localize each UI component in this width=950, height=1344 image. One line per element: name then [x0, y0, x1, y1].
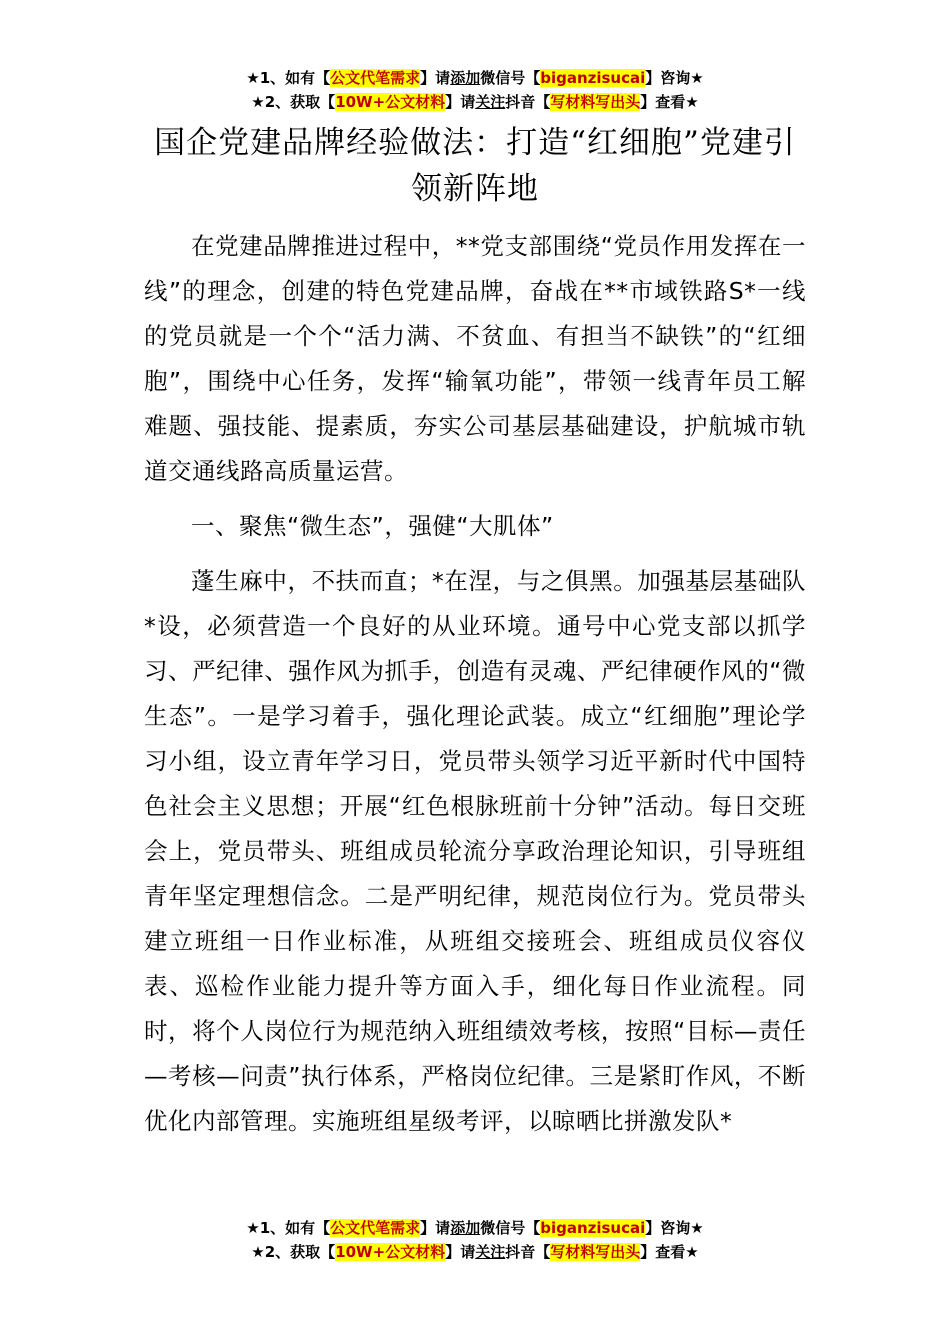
highlight-douyin: 写材料写出头 [550, 93, 641, 111]
highlight-materials: 10W+公文材料 [335, 1243, 446, 1261]
paragraph-section-1: 蓬生麻中，不扶而直；*在涅，与之俱黑。加强基层基础队*设，必须营造一个良好的从业环境。通号中心党支部以抓学习、严纪律、强作风为抓手，创造有灵魂、严纪律硬作风的“微生态”。一是学习着手，强化理论武装。成立“红细胞”理论学习小组，设立青年学习日，党员带头领学习近平新时代中国特色社会主义思想；开展“红色根脉班前十分钟”活动。每日交班会上，党员带头、班组成员轮流分享政治理论知识，引导班组青年坚定理想信念。二是严明纪律，规范岗位行为。党员带头建立班组一日作业标准，从班组交接班会、班组成员仪容仪表、巡检作业能力提升等方面入手，细化每日作业流程。同时，将个人岗位行为规范纳入班组绩效考核，按照“目标—责任—考核—问责”执行体系，严格岗位纪律。三是紧盯作风，不断优化内部管理。实施班组星级考评，以晾晒比拼激发队* [144, 567, 806, 1135]
document-title: 国企党建品牌经验做法：打造“红细胞”党建引领新阵地 [154, 125, 796, 207]
document-body [144, 224, 806, 1144]
highlight-materials: 10W+公文材料 [335, 93, 446, 111]
section-heading-1: 一、聚焦“微生态”，强健“大肌体” [191, 512, 554, 540]
banner-line-2: ★2、获取【10W+公文材料】请关注抖音【写材料写出头】查看★ [251, 93, 699, 111]
highlight-douyin: 写材料写出头 [550, 1243, 641, 1261]
top-banner [0, 66, 950, 114]
banner-line-1: ★1、如有【公文代笔需求】请添加微信号【biganzisucai】咨询★ [246, 69, 704, 87]
paragraph-intro: 在党建品牌推进过程中，**党支部围绕“党员作用发挥在一线”的理念，创建的特色党建品牌，奋战在**市域铁路S*一线的党员就是一个个“活力满、不贫血、有担当不缺铁”的“红细胞”，围绕中心任务，发挥“输氧功能”，带领一线青年员工解难题、强技能、提素质，夯实公司基层基础建设，护航城市轨道交通线路高质量运营。 [144, 232, 806, 485]
banner-line-1: ★1、如有【公文代笔需求】请添加微信号【biganzisucai】咨询★ [246, 1219, 704, 1237]
banner-line-2: ★2、获取【10W+公文材料】请关注抖音【写材料写出头】查看★ [251, 1243, 699, 1261]
highlight-wechat-id: biganzisucai [540, 1219, 646, 1237]
highlight-service: 公文代笔需求 [330, 1219, 421, 1237]
highlight-service: 公文代笔需求 [330, 69, 421, 87]
bottom-banner [0, 1216, 950, 1264]
highlight-wechat-id: biganzisucai [540, 69, 646, 87]
